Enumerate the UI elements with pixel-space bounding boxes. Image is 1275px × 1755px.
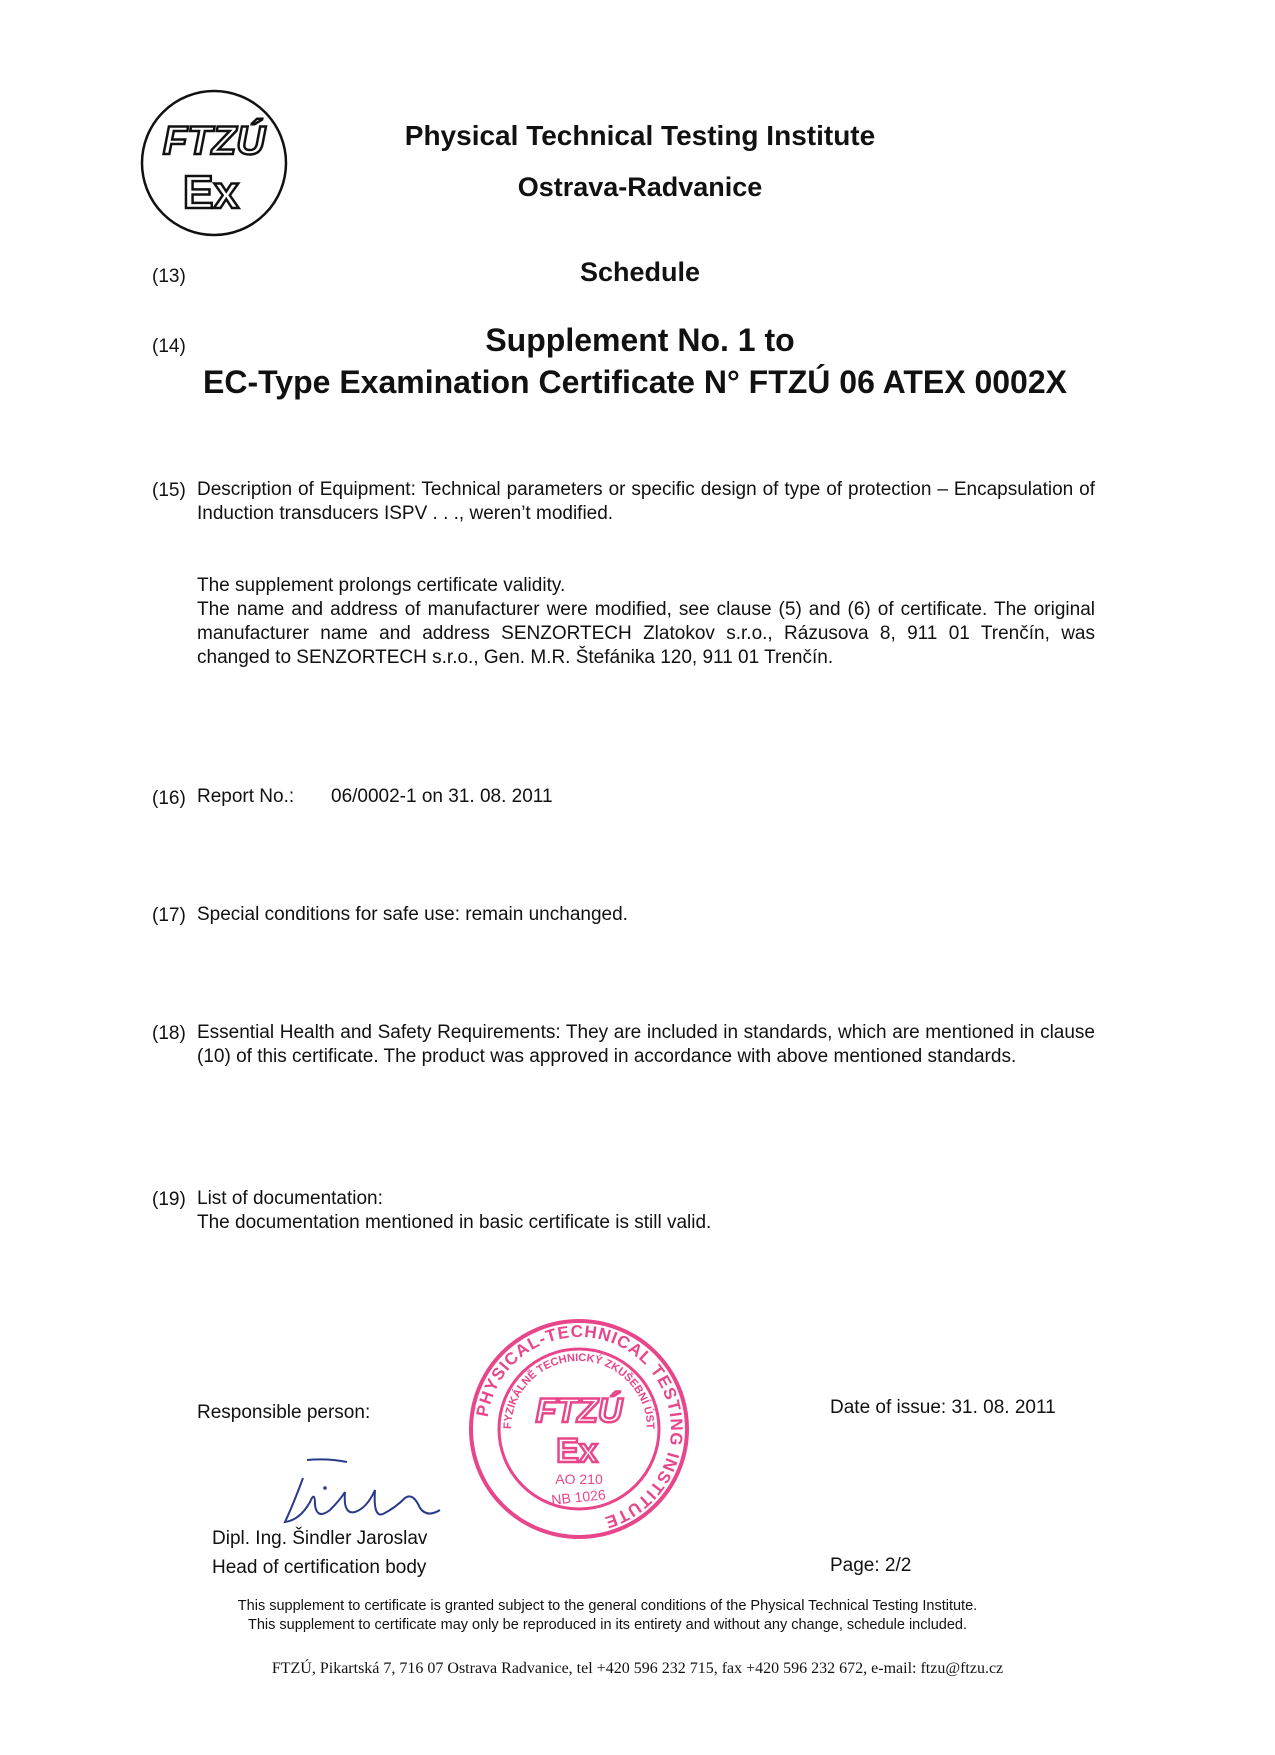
logo-text-bottom: Ex [182,166,240,218]
footer-address: FTZÚ, Pikartská 7, 716 07 Ostrava Radvanice, tel +420 596 232 715, fax +420 596 232 672, e-mail: ftzu@ftzu.cz [271,1660,1004,1677]
signatory-name: Dipl. Ing. Šindler Jaroslav [212,1528,428,1549]
institute-city: Ostrava-Radvanice [517,172,763,202]
section-18-text: Essential Health and Safety Requirements: They are included in standards, which are mentioned in clause (10) of this certificate. The product was approved in accordance with above mentioned standards. [197,1022,1095,1067]
stamp-nb: NB 1026 [550,1486,607,1508]
stamp-inner-text: FYZIKÁLNĚ TECHNICKÝ ZKUŠEBNÍ ÚST [501,1351,657,1430]
section-18-number: (18) [152,1023,186,1044]
institute-stamp [468,1318,690,1540]
footnote-line-1: This supplement to certificate is granted subject to the general conditions of the Physical Technical Testing Institute. [237,1598,978,1614]
section-15-changes [197,574,1095,670]
equipment-description: Description of Equipment: Technical parameters or specific design of type of protection – Encapsulation of Induction transducers ISPV . . ., weren’t modified. [197,479,1095,524]
stamp-ao: AO 210 [555,1471,603,1487]
section-16-number: (16) [152,788,186,809]
date-of-issue: Date of issue: 31. 08. 2011 [830,1397,1056,1418]
footnote-line-2: This supplement to certificate may only be reproduced in its entirety and without any change, schedule included. [248,1617,967,1633]
responsible-label: Responsible person: [197,1402,371,1423]
signatory-position: Head of certification body [212,1557,427,1578]
stamp-logo-bottom: Ex [556,1432,598,1470]
stamp-icon [468,1318,690,1540]
supplement-title: Supplement No. 1 to [485,322,795,358]
section-19-block [197,1187,1095,1235]
section-19-number: (19) [152,1189,186,1210]
schedule-number: (13) [152,266,186,287]
supplement-number: (14) [152,336,186,357]
manufacturer-change: The name and address of manufacturer were modified, see clause (5) and (6) of certificate. The original manufacturer name and address SENZORTECH Zlatokov s.r.o., Rázusova 8, 911 01 Trenčín, was changed to SENZORTECH s.r.o., Gen. M.R. Štefánika 120, 911 01 Trenčín. [197,599,1095,668]
section-17-text: Special conditions for safe use: remain unchanged. [197,904,628,925]
stamp-logo-top: FTZÚ [535,1392,623,1430]
ftzu-logo [139,88,289,238]
validity-note: The supplement prolongs certificate validity. [197,575,566,596]
page-number: Page: 2/2 [830,1555,912,1576]
report-label: Report No.: [197,786,295,807]
schedule-title: Schedule [579,257,701,287]
section-17-number: (17) [152,905,186,926]
report-value: 06/0002-1 on 31. 08. 2011 [331,786,553,807]
section-15-number: (15) [152,480,186,501]
documentation-label: List of documentation: [197,1188,383,1209]
stamp-outer-text: PHYSICAL-TECHNICAL TESTING INSTITUTE [472,1321,687,1533]
certificate-title: EC-Type Examination Certificate N° FTZÚ 06 ATEX 0002X [203,364,1067,400]
institute-name: Physical Technical Testing Institute [404,120,876,151]
logo-text-top: FTZÚ [162,119,266,163]
section-15-description [197,478,1095,526]
documentation-text: The documentation mentioned in basic certificate is still valid. [197,1212,712,1233]
